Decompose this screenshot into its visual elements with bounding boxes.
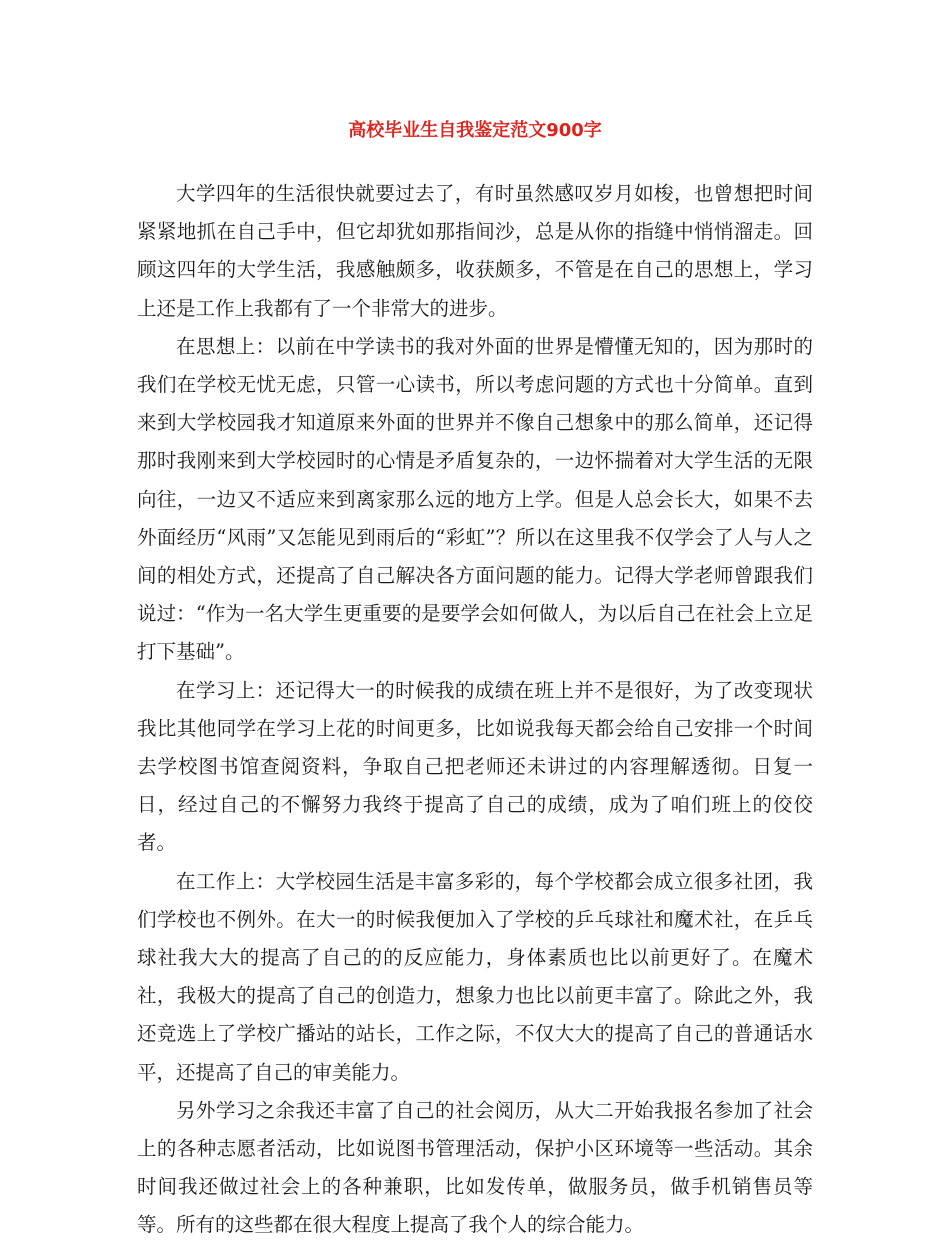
paragraph-social: 另外学习之余我还丰富了自己的社会阅历，从大二开始我报名参加了社会上的各种志愿者活动，比如说图书管理活动，保护小区环境等一些活动。其余时间我还做过社会上的各种兼职，比如发传单，做服务员，做手机销售员等等。所有的这些都在很大程度上提高了我个人的综合能力。 (137, 1098, 813, 1237)
document-title: 高校毕业生自我鉴定范文900字 (348, 120, 602, 141)
paragraph-study: 在学习上：还记得大一的时候我的成绩在班上并不是很好，为了改变现状我比其他同学在学习上花的时间更多，比如说我每天都会给自己安排一个时间去学校图书馆查阅资料，争取自己把老师还未讲过的内容理解透彻。日复一日，经过自己的不懈努力我终于提高了自己的成绩，成为了咱们班上的佼佼者。 (137, 678, 813, 855)
paragraph-intro: 大学四年的生活很快就要过去了，有时虽然感叹岁月如梭，也曾想把时间紧紧地抓在自己手中，但它却犹如那指间沙，总是从你的指缝中悄悄溜走。回顾这四年的大学生活，我感触颇多，收获颇多，不管是在自己的思想上，学习上还是工作上我都有了一个非常大的进步。 (137, 182, 813, 320)
document-body (137, 175, 813, 1245)
paragraph-work: 在工作上：大学校园生活是丰富多彩的，每个学校都会成立很多社团，我们学校也不例外。在大一的时候我便加入了学校的乒乓球社和魔术社，在乒乓球社我大大的提高了自己的的反应能力，身体素质也比以前更好了。在魔术社，我极大的提高了自己的创造力，想象力也比以前更丰富了。除此之外，我还竞选上了学校广播站的站长，工作之际，不仅大大的提高了自己的普通话水平，还提高了自己的审美能力。 (137, 869, 813, 1084)
paragraph-thought: 在思想上：以前在中学读书的我对外面的世界是懵懂无知的，因为那时的我们在学校无忧无虑，只管一心读书，所以考虑问题的方式也十分简单。直到来到大学校园我才知道原来外面的世界并不像自己想象中的那么简单，还记得那时我刚来到大学校园时的心情是矛盾复杂的，一边怀揣着对大学生活的无限向往，一边又不适应来到离家那么远的地方上学。但是人总会长大，如果不去外面经历“风雨”又怎能见到雨后的“彩虹”？所以在这里我不仅学会了人与人之间的相处方式，还提高了自己解决各方面问题的能力。记得大学老师曾跟我们说过：“作为一名大学生更重要的是要学会如何做人，为以后自己在社会上立足打下基础”。 (137, 334, 813, 664)
